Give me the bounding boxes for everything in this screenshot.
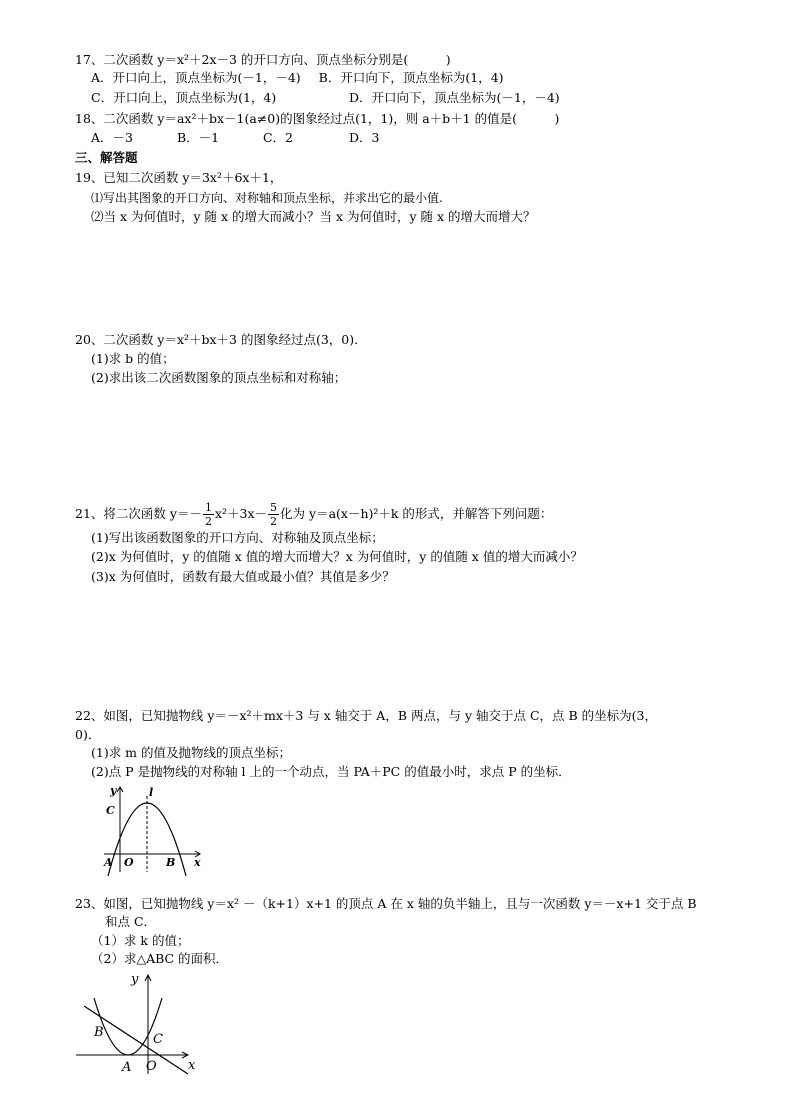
q21-stem xyxy=(75,500,552,528)
q18-stem: 18、二次函数 y＝ax²＋bx－1(a≠0)的图象经过点(1，1)，则 a＋b＋1 的值是( ) xyxy=(75,111,560,126)
q23-stem-line2: 和点 C． xyxy=(105,914,157,929)
q18-option-c: C．2 xyxy=(262,130,293,145)
q18-options-row xyxy=(91,130,379,146)
q18-option-b: B．－1 xyxy=(176,130,220,145)
q17-option-b: B．开口向下，顶点坐标为(1，4) xyxy=(318,70,504,85)
q17-option-a: A．开口向上，顶点坐标为(－1，－4) xyxy=(91,70,301,85)
q23-label-x: x xyxy=(188,1058,196,1073)
q20-stem: 20、二次函数 y＝x²＋bx＋3 的图象经过点(3，0)． xyxy=(75,332,367,347)
q22-figure xyxy=(100,782,210,877)
q22-label-l: l xyxy=(149,786,154,799)
q21-stem-part-c: 化为 y＝a(x－h)²＋k 的形式，并解答下列问题： xyxy=(280,506,553,521)
q17-option-c: C．开口向上，顶点坐标为(1，4) xyxy=(91,90,277,105)
q22-label-x: x xyxy=(194,856,201,869)
q21-stem-part-a: 21、将二次函数 y＝－ xyxy=(75,506,202,521)
q22-label-b: B xyxy=(166,856,176,869)
q23-label-y: y xyxy=(131,972,139,987)
q21-part2: (2)x 为何值时，y 的值随 x 值的增大而增大？x 为何值时，y 的值随 x 值的增大而减小？ xyxy=(91,549,583,564)
q23-parabola xyxy=(94,998,162,1055)
q23-label-o: O xyxy=(146,1059,157,1074)
q21-fraction-2-denominator: 2 xyxy=(270,515,278,528)
q23-part2: （2）求△ABC 的面积． xyxy=(91,951,229,966)
q20-part1: (1)求 b 的值； xyxy=(91,351,175,366)
q21-fraction-1-denominator: 2 xyxy=(204,515,212,528)
q23-part1: （1）求 k 的值； xyxy=(91,933,190,948)
q22-part2: (2)点 P 是抛物线的对称轴 l 上的一个动点，当 PA＋PC 的值最小时，求点 P 的坐标． xyxy=(91,764,571,779)
q22-part1: (1)求 m 的值及抛物线的顶点坐标； xyxy=(91,745,292,760)
q18-option-a: A．－3 xyxy=(91,130,133,145)
q21-fraction-2 xyxy=(268,501,279,528)
section-title: 三、解答题 xyxy=(75,150,138,165)
q23-label-a: A xyxy=(122,1060,132,1075)
q22-label-o: O xyxy=(124,856,134,869)
q23-line xyxy=(84,1006,188,1074)
q21-stem-part-b: x²＋3x－ xyxy=(214,506,268,521)
q17-option-d: D．开口向下，顶点坐标为(－1，－4) xyxy=(348,90,560,105)
q18-option-d: D．3 xyxy=(348,130,380,145)
q21-fraction-2-numerator: 5 xyxy=(270,501,278,514)
q19-part2: ⑵当 x 为何值时，y 随 x 的增大而减小？当 x 为何值时，y 随 x 的增大而增大？ xyxy=(91,209,536,224)
q23-stem-line1: 23、如图，已知抛物线 y＝x² －（k+1）x+1 的顶点 A 在 x 轴的负半轴上，且与一次函数 y＝－x+1 交于点 B xyxy=(75,896,697,911)
q17-options-row1 xyxy=(91,70,504,86)
q23-label-c: C xyxy=(153,1032,163,1047)
q17-options-row2 xyxy=(91,90,560,106)
q23-figure xyxy=(72,970,207,1080)
q22-label-y: y xyxy=(110,784,117,797)
q22-label-c: C xyxy=(106,804,115,817)
q22-label-a: A xyxy=(104,856,113,869)
q21-part3: (3)x 为何值时，函数有最大值或最小值？其值是多少？ xyxy=(91,569,395,584)
q20-part2: (2)求出该二次函数图象的顶点坐标和对称轴； xyxy=(91,370,347,385)
q23-label-b: B xyxy=(94,1025,104,1040)
q17-stem: 17、二次函数 y＝x²＋2x－3 的开口方向、顶点坐标分别是( ) xyxy=(75,52,451,67)
q22-stem-line2: 0)． xyxy=(75,727,101,742)
q21-fraction-1 xyxy=(203,501,214,528)
q21-fraction-1-numerator: 1 xyxy=(204,501,212,514)
q19-stem: 19、已知二次函数 y＝3x²＋6x＋1， xyxy=(75,170,283,185)
q22-stem-line1: 22、如图，已知抛物线 y＝－x²＋mx＋3 与 x 轴交于 A，B 两点，与 y 轴交于点 C，点 B 的坐标为(3， xyxy=(75,708,657,723)
q21-part1: (1)写出该函数图象的开口方向、对称轴及顶点坐标； xyxy=(91,530,384,545)
q19-part1: ⑴写出其图象的开口方向、对称轴和顶点坐标，并求出它的最小值. xyxy=(91,191,443,205)
